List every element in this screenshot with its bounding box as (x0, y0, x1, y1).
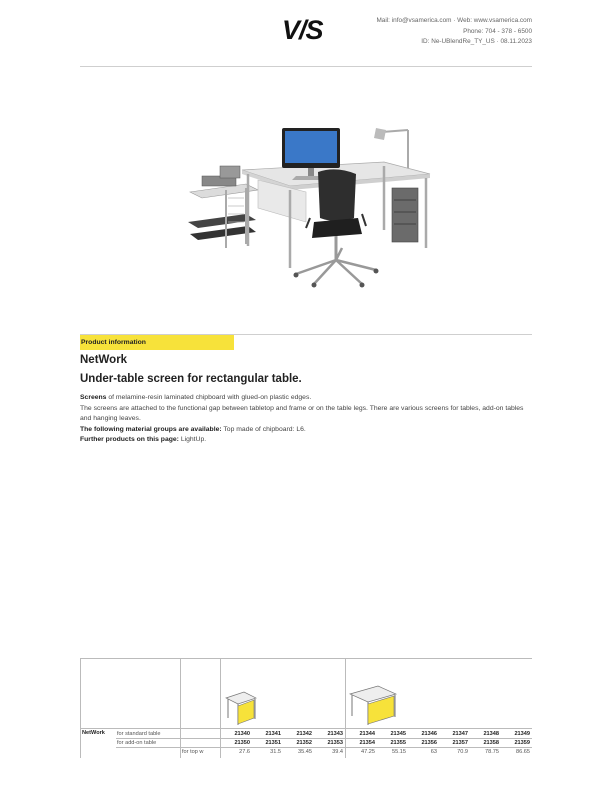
screens-paragraph (80, 393, 532, 404)
dim-cell: 55.15 (392, 749, 406, 755)
code-cell: 21349 (514, 731, 530, 737)
code-cell: 21340 (234, 731, 250, 737)
dim-cell: 35.45 (298, 749, 312, 755)
product-name: NetWork (80, 354, 128, 366)
screens-label: Screens (80, 394, 107, 401)
further-paragraph (80, 435, 532, 446)
product-image (186, 118, 436, 290)
code-cell: 21344 (359, 731, 375, 737)
table-col-rule (180, 658, 181, 758)
row-label-standard: for standard table (117, 731, 161, 737)
dim-cell: 63 (430, 749, 437, 755)
material-paragraph (80, 425, 532, 436)
table-row-label: NetWork (82, 730, 105, 736)
dim-cell: 70.9 (457, 749, 468, 755)
section-tag: Product information (80, 335, 234, 350)
code-cell: 21354 (359, 740, 375, 746)
product-description (80, 393, 532, 446)
code-cell: 21353 (327, 740, 343, 746)
table-left-rule (80, 658, 81, 758)
row-label-dim: for top w (182, 749, 204, 755)
code-cell: 21351 (265, 740, 281, 746)
code-cell: 21358 (483, 740, 499, 746)
code-cell: 21342 (296, 731, 312, 737)
code-cell: 21356 (421, 740, 437, 746)
code-cell: 21357 (452, 740, 468, 746)
code-cell: 21343 (327, 731, 343, 737)
code-cell: 21359 (514, 740, 530, 746)
contact-info (376, 16, 532, 48)
attach-paragraph: The screens are attached to the functional gap between tabletop and frame or on the table legs. There are various screens for tables, add-on tables and hanging leaves. (80, 404, 524, 422)
vs-logo (282, 14, 332, 44)
dim-cell: 27.6 (239, 749, 250, 755)
dim-cell: 47.25 (361, 749, 375, 755)
code-cell: 21355 (390, 740, 406, 746)
dim-cell: 78.75 (485, 749, 499, 755)
table-thumb-wide (348, 682, 398, 728)
svg-text:V/S: V/S (282, 15, 323, 44)
contact-phone: Phone: 704 - 378 - 6500 (463, 27, 532, 35)
product-subtitle: Under-table screen for rectangular table. (80, 373, 302, 385)
code-cell: 21346 (421, 731, 437, 737)
further-label: Further products on this page: (80, 436, 179, 443)
screens-text: of melamine-resin laminated chipboard with glued-on plastic edges. (106, 394, 312, 401)
dim-cell: 86.65 (516, 749, 530, 755)
table-rule (80, 728, 532, 729)
document-id: ID: Ne-UBlendRe_TY_US · 08.11.2023 (421, 38, 532, 45)
further-text: LightUp. (178, 436, 207, 443)
code-cell: 21345 (390, 731, 406, 737)
code-cell: 21350 (234, 740, 250, 746)
code-cell: 21348 (483, 731, 499, 737)
code-cell: 21352 (296, 740, 312, 746)
dim-cell: 39.4 (332, 749, 343, 755)
contact-mail-web: Mail: info@vsamerica.com · Web: www.vsamerica.com (376, 17, 532, 24)
dim-cell: 31.5 (270, 749, 281, 755)
code-cell: 21341 (265, 731, 281, 737)
row-label-addon: for add-on table (117, 740, 157, 746)
header-divider (80, 66, 532, 67)
table-top-rule (80, 658, 532, 659)
product-table (80, 658, 532, 758)
table-thumb-standard (224, 688, 258, 728)
code-cell: 21347 (452, 731, 468, 737)
material-text: Top made of chipboard: L6. (221, 425, 306, 433)
material-label: The following material groups are available: (80, 425, 222, 433)
